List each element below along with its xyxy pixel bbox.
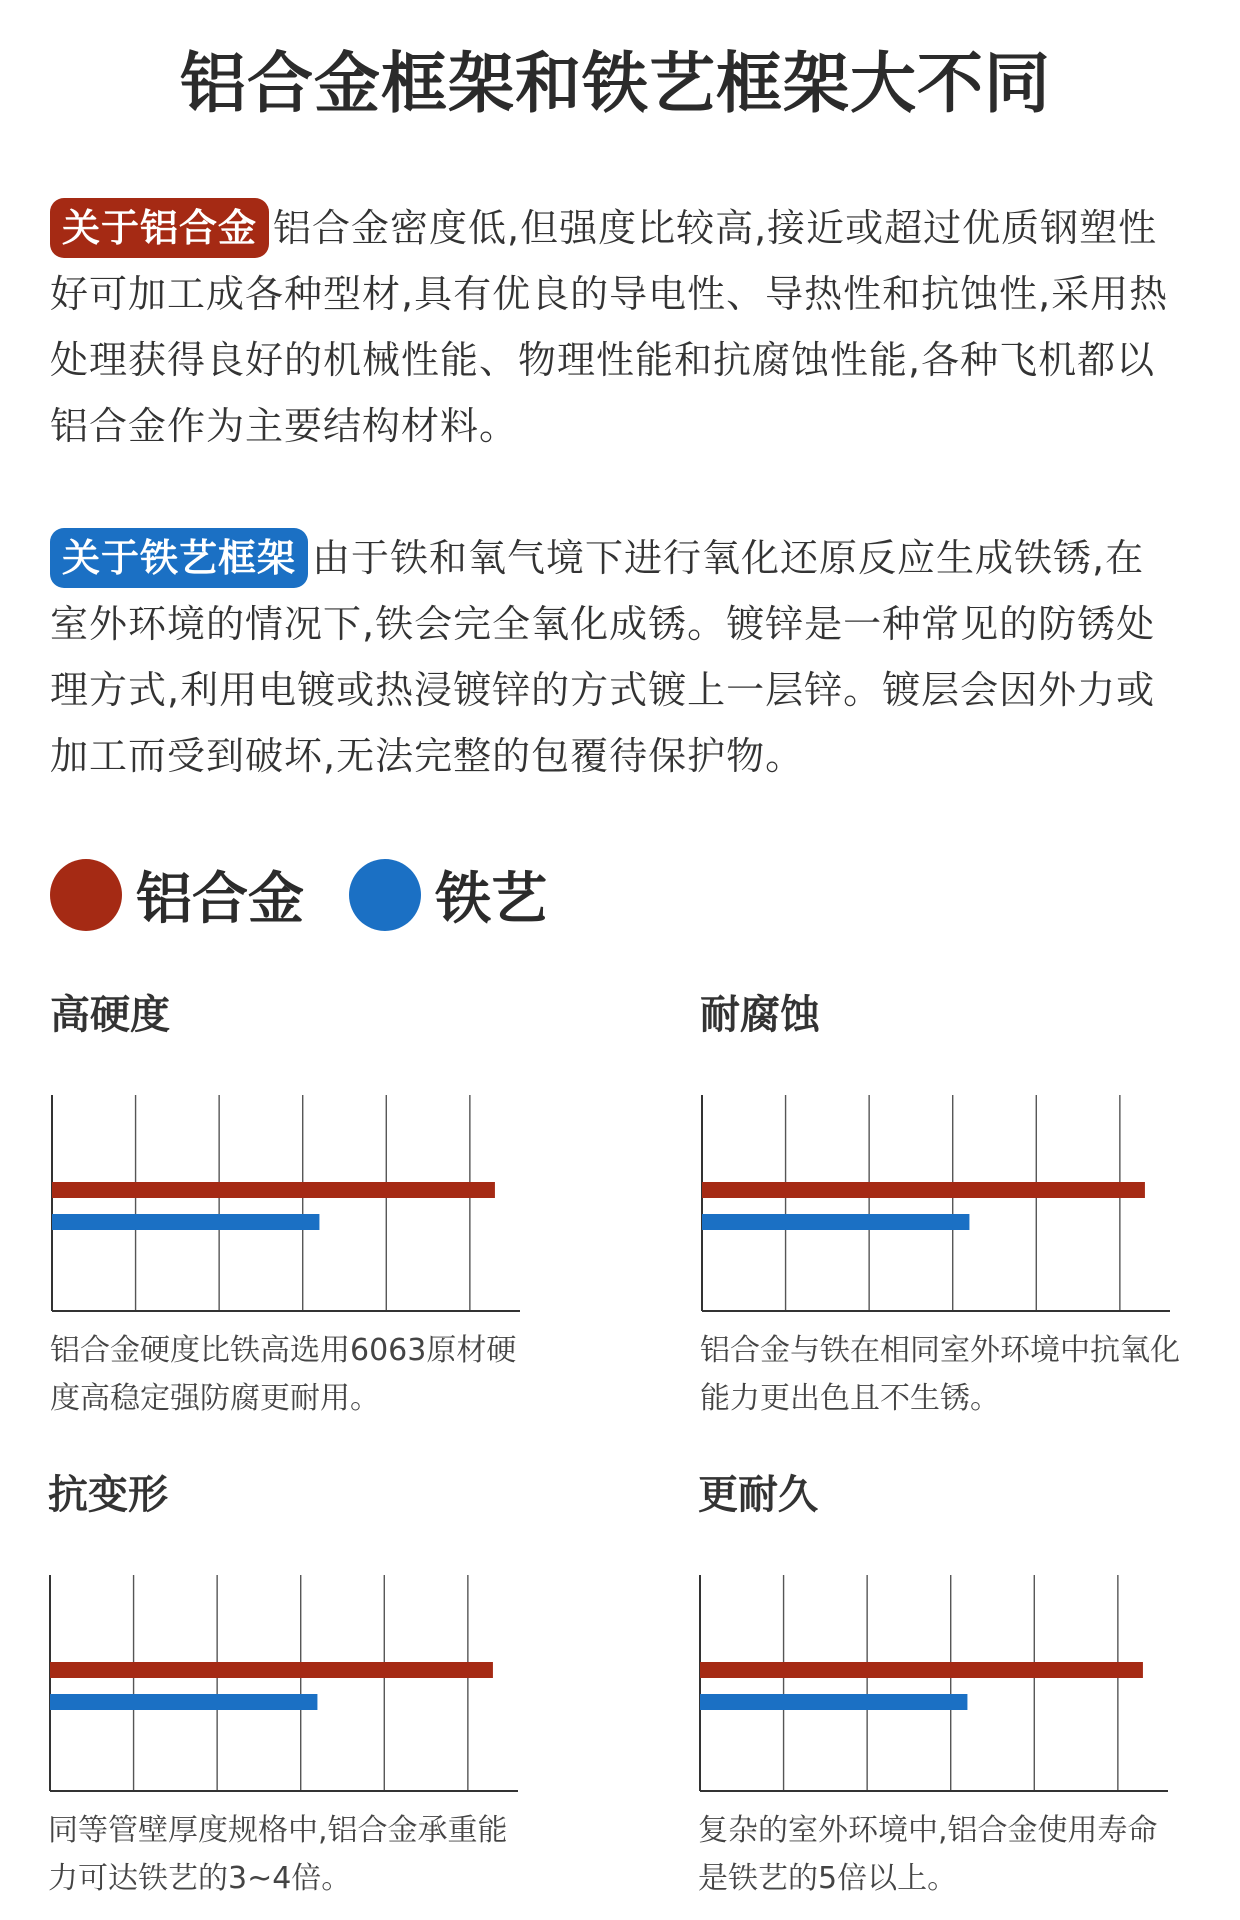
chart-plot [698,1575,1178,1795]
chart-caption: 铝合金硬度比铁高选用6063原材硬度高稳定强防腐更耐用。 [50,1333,517,1416]
aluminum-text: 铝合金密度低,但强度比较高,接近或超过优质钢塑性好可加工成各种型材,具有优良的导电性、导热性和抗蚀性,采用热处理获得良好的机械性能、物理性能和抗腐蚀性能,各种飞机都以铝合金作为主要结构材料。 [50,206,1169,448]
bar-aluminum [702,1182,1145,1198]
chart-caption: 复杂的室外环境中,铝合金使用寿命是铁艺的5倍以上。 [698,1813,1158,1896]
legend-dot-iron [349,859,421,931]
bar-aluminum [52,1182,495,1198]
iron-tag: 关于铁艺框架 [50,528,308,588]
chart-plot [50,1095,530,1315]
bar-iron [700,1694,967,1710]
page-title: 铝合金框架和铁艺框架大不同 [180,45,1051,122]
legend-item-aluminum [50,855,304,935]
bar-aluminum [700,1662,1143,1678]
aluminum-section [50,195,1180,459]
chart-title: 耐腐蚀 [700,992,820,1038]
legend [50,855,587,935]
iron-section [50,525,1180,789]
chart-caption: 同等管壁厚度规格中,铝合金承重能力可达铁艺的3~4倍。 [48,1813,508,1896]
chart-title: 高硬度 [50,992,170,1038]
legend-label-iron: 铁艺 [435,867,548,932]
bar-aluminum [50,1662,493,1678]
legend-item-iron [349,855,547,935]
iron-text: 由于铁和氧气境下进行氧化还原反应生成铁锈,在室外环境的情况下,铁会完全氧化成锈。镀锌是一种常见的防锈处理方式,利用电镀或热浸镀锌的方式镀上一层锌。镀层会因外力或加工而受到破坏,无法完整的包覆待保护物。 [50,536,1156,778]
bar-iron [50,1694,317,1710]
legend-label-aluminum: 铝合金 [136,867,304,932]
chart-corrosion [700,985,1200,1423]
chart-plot [48,1575,528,1795]
aluminum-tag: 关于铝合金 [50,198,269,258]
chart-title: 更耐久 [698,1472,818,1518]
bar-iron [52,1214,319,1230]
chart-caption: 铝合金与铁在相同室外环境中抗氧化能力更出色且不生锈。 [700,1333,1180,1416]
legend-dot-aluminum [50,859,122,931]
chart-plot [700,1095,1180,1315]
chart-durability [698,1465,1198,1903]
chart-hardness [50,985,550,1423]
bar-iron [702,1214,969,1230]
chart-title: 抗变形 [48,1472,168,1518]
chart-deformation [48,1465,548,1903]
